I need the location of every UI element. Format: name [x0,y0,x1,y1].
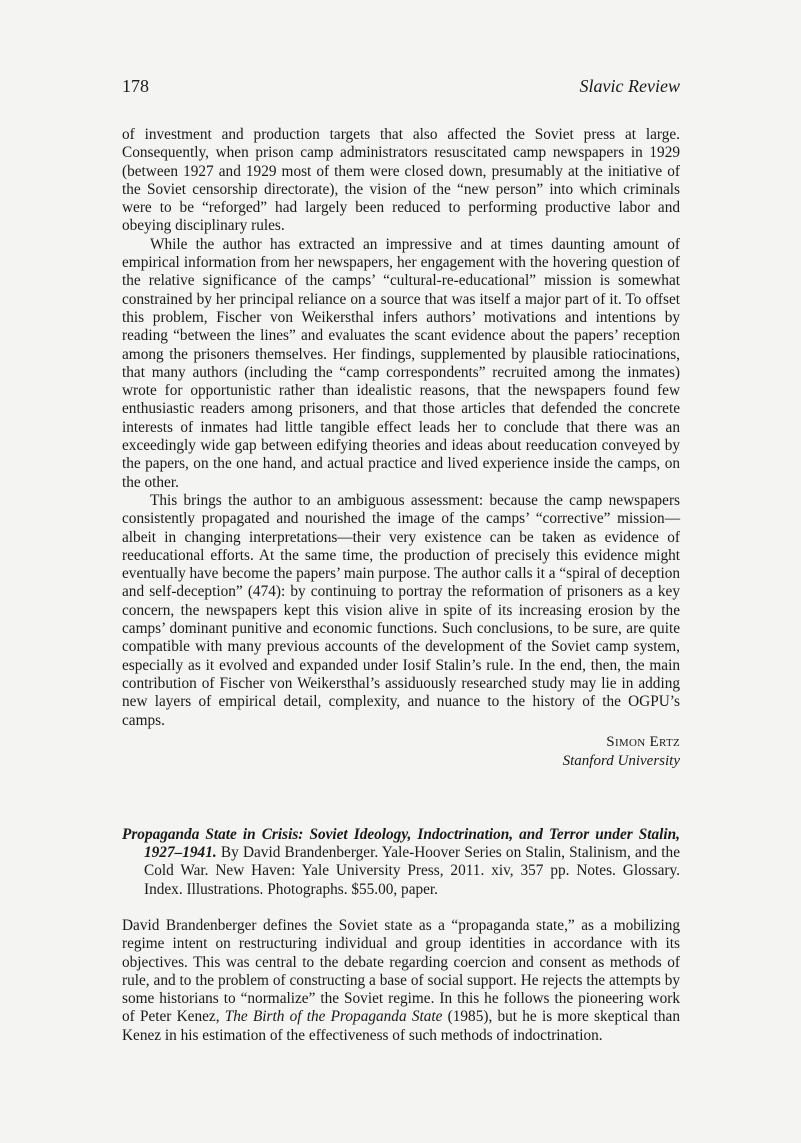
reviewer-signature [122,733,680,771]
review1-paragraph-1: of investment and production targets that also affected the Soviet press at large. Consequently, when prison camp administrators resuscitated camp newspapers in 1929 (between 1927 and 1929 most of them were closed down, presumably at the initiative of the Soviet censorship directorate), the vision of the “new person” into which criminals were to be “reforged” had largely been reduced to performing productive labor and obeying disciplinary rules. [122,126,680,235]
reviewer-affiliation: Stanford University [562,752,680,769]
review2-text-after: (1985), but he is more skeptical than Kenez in his estimation of the effectiveness of such methods of indoctrination. [122,1008,680,1044]
book-citation [122,826,680,899]
page-content [122,126,680,1045]
review1-paragraph-2: While the author has extracted an impressive and at times daunting amount of empirical information from her newspapers, her engagement with the hovering question of the relative significance of the camps’ “cultural-re-educational” mission is somewhat constrained by her principal reliance on a source that was itself a major part of it. To offset this problem, Fischer von Weikersthal infers authors’ motivations and intentions by reading “between the lines” and evaluates the scant evidence about the papers’ reception among the prisoners themselves. Her findings, supplemented by plausible ratiocinations, that many authors (including the “camp correspondents” recruited among the inmates) wrote for opportunistic rather than idealistic reasons, that the newspapers found few enthusiastic readers among prisoners, and that those articles that defended the concrete interests of inmates had little tangible effect leads her to conclude that there was an exceedingly wide gap between edifying theories and ideas about reeducation conveyed by the papers, on the one hand, and actual practice and lived experience inside the camps, on the other. [122,235,680,491]
journal-title: Slavic Review [579,76,680,96]
book-details: By David Brandenberger. Yale-Hoover Series on Stalin, Stalinism, and the Cold War. New Haven: Yale University Press, 2011. xiv, 357 pp. Notes. Glossary. Index. Illustrations. Photographs. $55.00, paper. [144,844,680,898]
running-header [122,76,680,98]
page-number: 178 [122,76,149,96]
review2-text-before: David Brandenberger defines the Soviet state as a “propaganda state,” as a mobilizing regime intent on restructuring individual and group identities in accordance with its objectives. This was central to the debate regarding coercion and consent as methods of rule, and to the problem of constructing a base of social support. He rejects the attempts by some historians to “normalize” the Soviet regime. In this he follows the pioneering work of Peter Kenez, [122,916,680,1026]
review1-paragraph-3: This brings the author to an ambiguous assessment: because the camp newspapers consistently propagated and nourished the image of the camps’ “corrective” mission—albeit in changing interpretations—their very existence can be taken as evidence of reeducational efforts. At the same time, the production of precisely this evidence might eventually have become the papers’ main purpose. The author calls it a “spiral of deception and self-deception” (474): by continuing to portray the reformation of prisoners as a key concern, the newspapers kept this vision alive in spite of its increasing erosion by the camps’ dominant punitive and economic functions. Such conclusions, to be sure, are quite compatible with many previous accounts of the development of the Soviet camp system, especially as it evolved and expanded under Iosif Stalin’s rule. In the end, then, the main contribution of Fischer von Weikersthal’s assiduously researched study may lie in adding new layers of empirical detail, complexity, and nuance to the history of the OGPU’s camps. [122,491,680,729]
cited-book-title: The Birth of the Propaganda State [224,1008,443,1026]
reviewer-name: Simon Ertz [606,733,680,750]
review2-paragraph-1 [122,917,680,1045]
book-title: Propaganda State in Crisis: Soviet Ideology, Indoctrination, and Terror under Stalin, 1927–1941. [122,825,680,862]
